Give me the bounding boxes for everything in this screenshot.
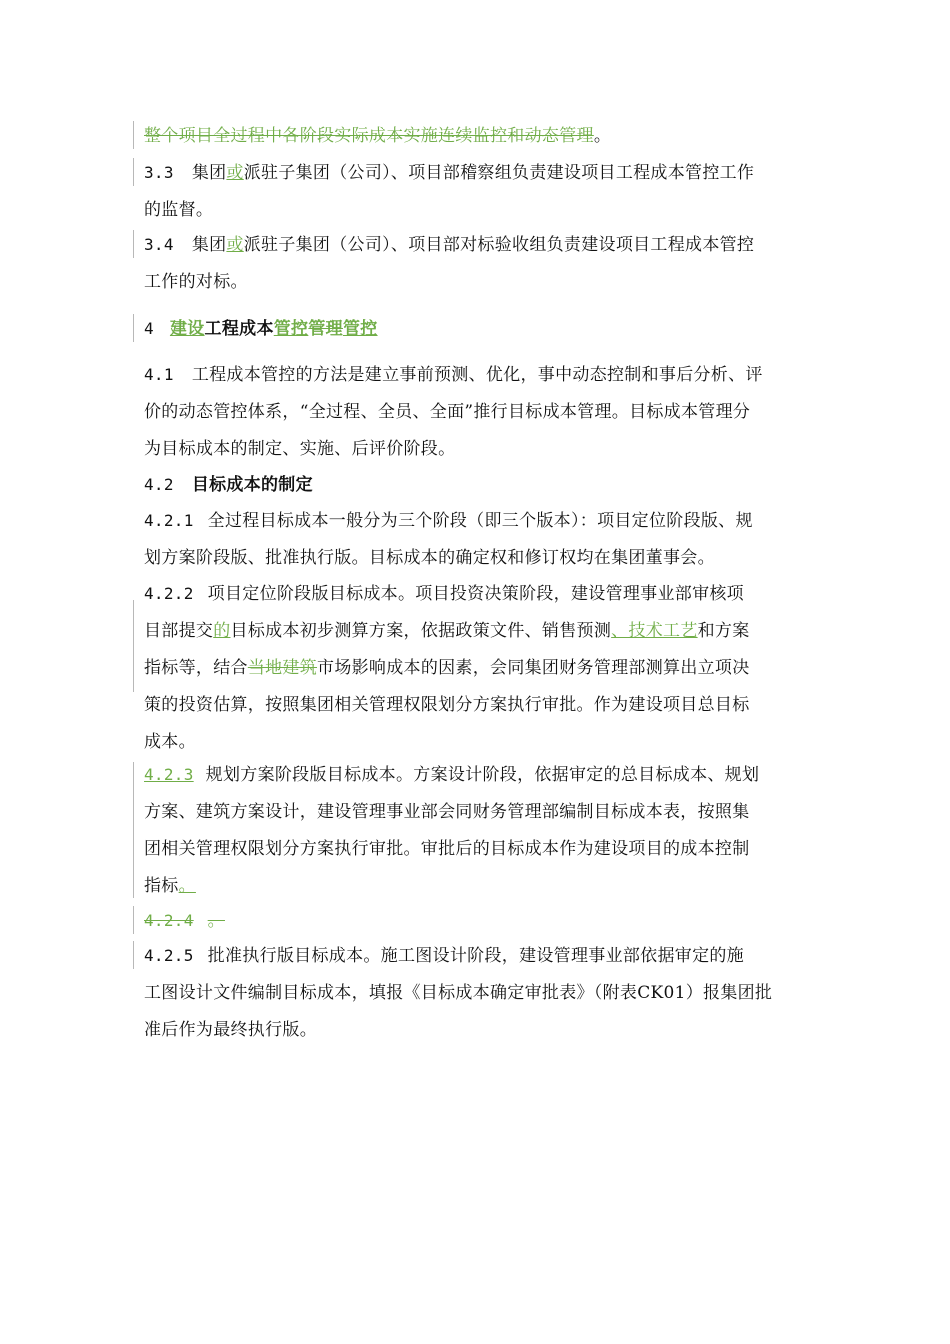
inserted-text: 管控 [273, 319, 309, 339]
clause-number: 4.2.1 [144, 511, 194, 530]
clause-number: 4.2 [144, 475, 174, 494]
change-bar [133, 941, 134, 969]
deleted-text: 当地建筑 [247, 658, 318, 678]
inserted-text: 管控 [342, 319, 378, 339]
deleted-text: 整个项目全过程中各阶段实际成本实施连续监控和动态管理 [144, 126, 594, 146]
clause-number: 4.2.5 [144, 946, 194, 965]
change-bar [133, 600, 134, 692]
inserted-text: 、技术工艺 [611, 621, 698, 641]
inserted-text: 的 [213, 621, 231, 641]
clause-4-2-4-deleted [144, 902, 808, 940]
clause-4-2-5: 4.2.5 批准执行版目标成本。施工图设计阶段，建设管理事业部依据审定的施 工图设计文件编制目标成本，填报《目标成本确定审批表》（附表CK01）报集团批 准后作为最终执行版。 [144, 937, 808, 1049]
inserted-text: 或 [226, 235, 244, 255]
clause-4-1: 4.1 工程成本管控的方法是建立事前预测、优化，事中动态控制和事后分析、评 价的动态管控体系，“全过程、全员、全面”推行目标成本管理。目标成本管理分 为目标成本的制定、实施、后评价阶段。 [144, 356, 808, 468]
clause-number: 3.4 [144, 235, 174, 254]
deleted-text: 。 [207, 911, 225, 931]
clause-number: 3.3 [144, 163, 174, 182]
change-bar [133, 762, 134, 898]
inserted-text: 或 [226, 163, 244, 183]
change-bar [133, 121, 134, 149]
clause-4-2 [144, 466, 808, 504]
clause-4-2-3: 4.2.3 规划方案阶段版目标成本。方案设计阶段，依据审定的总目标成本、规划 方案、建筑方案设计，建设管理事业部会同财务管理部编制目标成本表，按照集 团相关管理权限划分方案执行审批。审批后的目标成本作为建设项目的成本控制 指标。 [144, 756, 808, 905]
inserted-text: 。 [178, 876, 196, 896]
clause-title: 目标成本的制定 [191, 475, 313, 495]
clause-4-2-2: 4.2.2 项目定位阶段版目标成本。项目投资决策阶段，建设管理事业部审核项 目部提交的目标成本初步测算方案，依据政策文件、销售预测、技术工艺和方案 指标等，结合当地建筑市场影响成本的因素，会同集团财务管理部测算出立项决 策的投资估算，按照集团相关管理权限划分方案执行审批。作为建设项目总目标 成本。 [144, 575, 808, 761]
section-number: 4 [144, 319, 154, 338]
clause-number: 4.2.3 [144, 765, 194, 784]
clause-number: 4.1 [144, 365, 174, 384]
deleted-text: 管理 [308, 319, 343, 339]
inserted-text: 建设 [169, 319, 205, 339]
clause-number: 4.2.2 [144, 584, 194, 603]
paragraph-continuation: 整个项目全过程中各阶段实际成本实施连续监控和动态管理。 [144, 126, 612, 146]
clause-number: 4.2.4 [144, 911, 194, 930]
change-bar [133, 906, 134, 934]
section-heading-4: 4 建设工程成本管控管理管控 [144, 310, 808, 348]
change-bar [133, 314, 134, 342]
change-bar [133, 230, 134, 258]
clause-3-4: 3.4 集团或派驻子集团（公司）、项目部对标验收组负责建设项目工程成本管控 工作的对标。 [144, 226, 808, 301]
clause-4-2-1: 4.2.1 全过程目标成本一般分为三个阶段（即三个版本）：项目定位阶段版、规 划方案阶段版、批准执行版。目标成本的确定权和修订权均在集团董事会。 [144, 502, 808, 577]
change-bar [133, 158, 134, 186]
clause-3-3: 3.3 集团或派驻子集团（公司）、项目部稽察组负责建设项目工程成本管控工作 的监督。 [144, 154, 808, 229]
